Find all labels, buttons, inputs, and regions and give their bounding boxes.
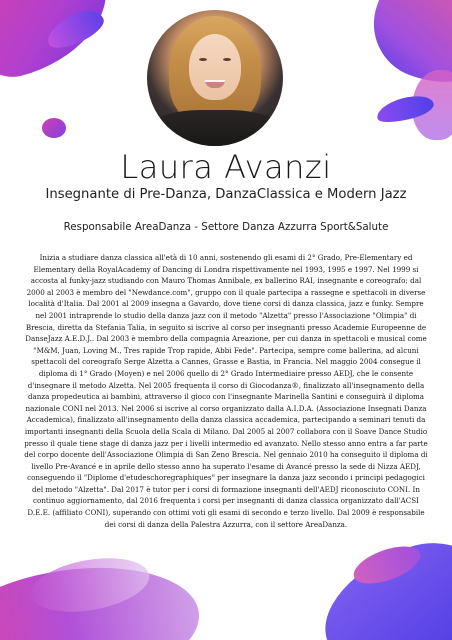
photo-shoulders <box>147 110 283 146</box>
photo-eye-left <box>199 58 207 61</box>
profile-photo <box>147 10 283 146</box>
profile-bio: Inizia a studiare danza classica all'età di 10 anni, sostenendo gli esami di 2° Grado, Pre-Elementary ed Elementary della RoyalAcademy of Dancing di Londra rispettivamente nel 1993, 1995 e 1997. Nel 1999 si accosta al funky-jazz studiando con Mauro Thomas Annibale, ex ballerino RAI, insegnante e coreografo; dal 2000 al 2003 è membro del "Newdance.com", gruppo con il quale partecipa a rassegne e spettacoli in diverse località d'Italia. Dal 2001 al 2009 insegna a Gavardo, dove tiene corsi di danza classica, jazz e funky. Sempre nel 2001 intraprende lo studio della danza jazz con il metodo "Alzetta" presso l'Associazione "Olimpia" di Brescia, diretta da Stefania Talia, in seguito si iscrive al corso per insegnanti presso Academie Europeenne de DanseJazz A.E.D.J.. Dal 2003 è membro della compagnia Areazione, per cui danza in spettacoli e musical come "M&M, Juan, Loving M., Tres rapide Trop rapide, Abbi Fede". Partecipa, sempre come ballerina, ad alcuni spettacoli del coreografo Serge Alzetta a Cannes, Grasse e Bastia, in Francia. Nel maggio 2004 consegue il diploma di 1° Grado (Moyen) e nel 2006 quello di 2° Grado Intermediaire presso AEDJ, che le consente d'insegnare il metodo Alzetta. Nel 2005 frequenta il corso di Giocodanza®, finalizzato all'insegnamento della danza propedeutica ai bambini, attraverso il gioco con l'insegnante Marinella Santini e conseguirà il diploma nazionale CONI nel 2013. Nel 2006 si iscrive al corso organizzato dalla A.I.D.A. (Associazione Insegnati Danza Accademica), finalizzato all'insegnamento della danza classica accademica, partecipando a seminari tenuti da importanti insegnanti della Scuola della Scala di Milano. Dal 2005 al 2007 collabora con il Soave Dance Studio presso il quale tiene stage di danza jazz per i livelli intermedio ed avanzato. Nello stesso anno entra a far parte del corpo docente dell'Associazione Olimpia di San Zeno Brescia. Nel gennaio 2010 ha conseguito il diploma di livello Pre-Avancé e in aprile dello stesso anno ha superato l'esame di Avancé presso la sede di Nizza AEDJ, conseguendo il "Diplome d'etudeschoregraphiques" per insegnare la danza jazz secondo i principi pedagogici del metodo "Alzetta". Dal 2017 è tutor per i corsi di formazione insegnanti dell'AEDJ riconosciuto CONI. In continuo aggiornamento, dal 2016 frequenta i corsi per insegnanti di danza classica organizzato dall'ACSI D.E.E. (affiliato CONI), superando con ottimi voti gli esami di secondo e terzo livello. Dal 2009 è responsabile dei corsi di danza della Palestra Azzurra, con il settore AreaDanza. <box>24 253 428 529</box>
profile-role: Insegnante di Pre-Danza, DanzaClassica e Modern Jazz <box>45 187 407 202</box>
photo-face <box>189 34 241 100</box>
photo-eye-right <box>223 58 231 61</box>
decor-blob-dot-left <box>42 118 66 138</box>
profile-name: Laura Avanzi <box>120 148 332 186</box>
profile-subrole: Responsabile AreaDanza - Settore Danza Azzurra Sport&Salute <box>63 221 389 233</box>
